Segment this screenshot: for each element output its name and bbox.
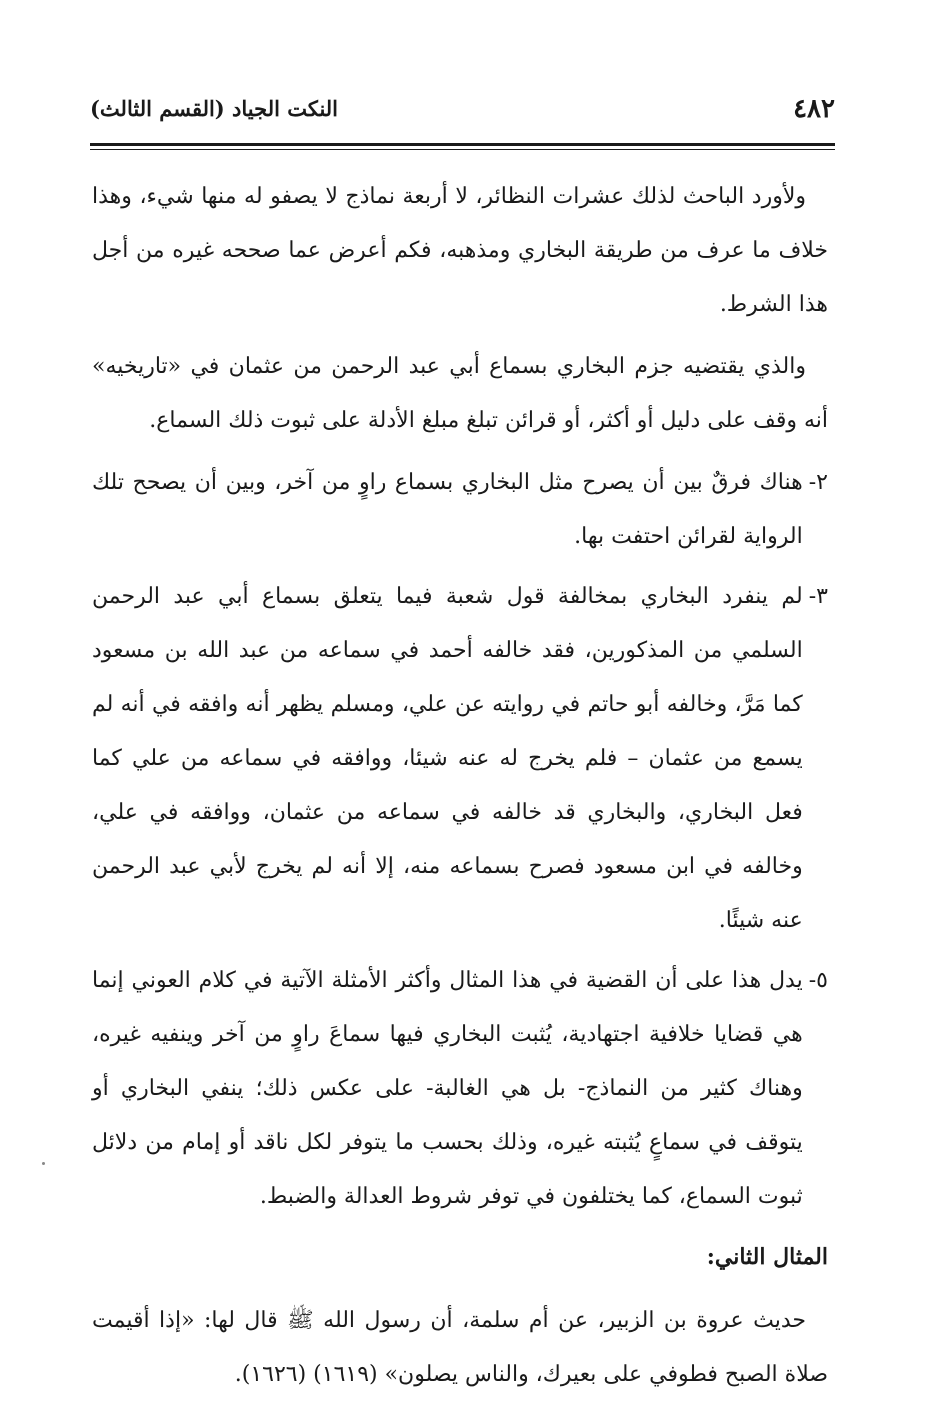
paragraph-1: ولأورد الباحث لذلك عشرات النظائر، لا أربعة نماذج لا يصفو له منها شيء، وهذا خلاف ما عرف من طريقة البخاري ومذهبه، فكم أعرض عما صححه غيره من أجل هذا الشرط.: [92, 184, 828, 317]
paragraph-3: حديث عروة بن الزبير، عن أم سلمة، أن رسول الله ﷺ قال لها: «إذا أقيمت صلاة الصبح فطوفي على بعيرك، والناس يصلون» (١٦١٩) (١٦٢٦).: [92, 1308, 828, 1387]
header-rule-thin: [90, 149, 835, 150]
header-rule-thick: [90, 143, 835, 146]
paragraph-2: والذي يقتضيه جزم البخاري بسماع أبي عبد الرحمن من عثمان في «تاريخيه» أنه وقف على دليل أو أكثر، أو قرائن تبلغ مبلغ الأدلة على ثبوت ذلك السماع.: [92, 354, 828, 433]
page-number: ٤٨٢: [793, 94, 835, 124]
list-item: [92, 954, 828, 1224]
list-item-text: يدل هذا على أن القضية في هذا المثال وأكثر الأمثلة الآتية في كلام العوني إنما هي قضايا خلافية اجتهادية، يُثبت البخاري فيها سماعَ راوٍ من آخر وينفيه غيره، وهناك كثير من النماذج- بل هي الغالبة- على عكس ذلك؛ ينفي البخاري أو يتوقف في سماعٍ يُثبته غيره، وذلك بحسب ما يتوفر لكل ناقد أو إمام من دلائل ثبوت السماع، كما يختلفون في توفر شروط العدالة والضبط.: [92, 968, 803, 1209]
list-item: [92, 570, 828, 948]
list-item-text: لم ينفرد البخاري بمخالفة قول شعبة فيما يتعلق بسماع أبي عبد الرحمن السلمي من المذكورين، فقد خالفه أحمد في سماعه من عبد الله بن مسعود كما مَرَّ، وخالفه أبو حاتم في روايته عن علي، ومسلم يظهر أنه وافقه في أنه لم يسمع من عثمان – فلم يخرج له عنه شيئا، ووافقه في سماعه من علي كما فعل البخاري، والبخاري قد خالفه في سماعه من عثمان، ووافقه في علي، وخالفه في ابن مسعود فصرح بسماعه منه، إلا أنه لم يخرج لأبي عبد الرحمن عنه شيئًا.: [92, 584, 803, 933]
scan-speck: [42, 1162, 45, 1165]
list-item-number: ٢-: [808, 470, 828, 495]
section-subheading: المثال الثاني:: [706, 1244, 828, 1270]
list-item-text: هناك فرقٌ بين أن يصرح مثل البخاري بسماع راوٍ من آخر، وبين أن يصحح تلك الرواية لقرائن احتفت بها.: [92, 470, 803, 549]
list-item: [92, 456, 828, 564]
list-item-number: ٣-: [808, 584, 828, 609]
list-item-number: ٥-: [808, 968, 828, 993]
running-title: النكت الجياد (القسم الثالث): [90, 96, 339, 121]
page-header: [90, 88, 835, 130]
page-body: [92, 170, 828, 1410]
